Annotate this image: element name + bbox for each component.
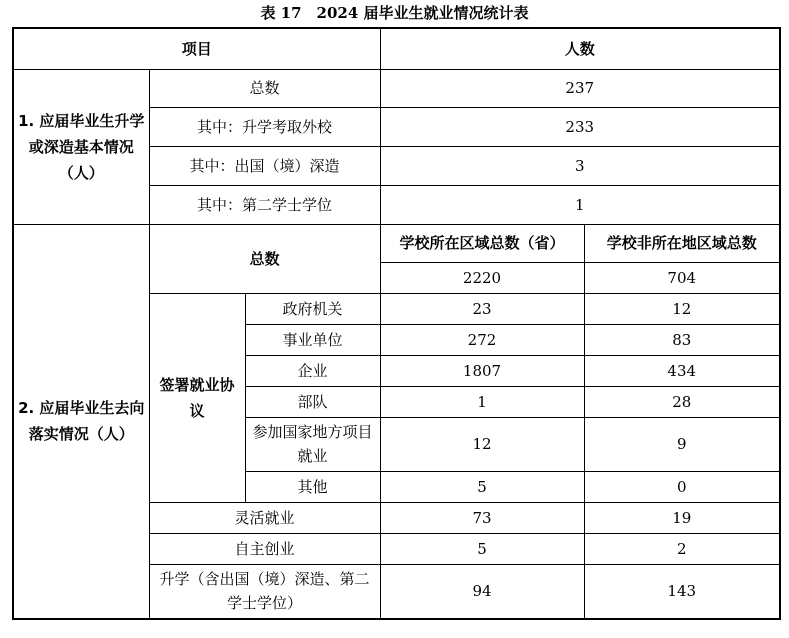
table-title: 表 17 2024 届毕业生就业情况统计表 — [260, 4, 529, 22]
row-local: 1 — [380, 386, 584, 417]
row-nonlocal: 12 — [584, 293, 780, 324]
row-nonlocal: 19 — [584, 502, 780, 533]
row-nonlocal: 0 — [584, 471, 780, 502]
row-label: 总数 — [149, 69, 380, 107]
row-local: 272 — [380, 324, 584, 355]
row-local: 23 — [380, 293, 584, 324]
header-count: 人数 — [380, 28, 780, 69]
row-label: 其中：第二学士学位 — [149, 185, 380, 224]
total-local: 2220 — [380, 262, 584, 293]
row-label: 政府机关 — [245, 293, 380, 324]
row-value: 237 — [380, 69, 780, 107]
row-label: 部队 — [245, 386, 380, 417]
row-local: 73 — [380, 502, 584, 533]
table-row — [13, 224, 780, 262]
row-label: 自主创业 — [149, 533, 380, 564]
row-local: 12 — [380, 417, 584, 471]
section2-total-label: 总数 — [149, 224, 380, 293]
row-label: 灵活就业 — [149, 502, 380, 533]
row-label: 其中：升学考取外校 — [149, 107, 380, 146]
row-value: 1 — [380, 185, 780, 224]
row-local: 94 — [380, 564, 584, 619]
section1-label: 1. 应届毕业生升学或深造基本情况（人） — [13, 69, 149, 224]
row-value: 3 — [380, 146, 780, 185]
row-nonlocal: 83 — [584, 324, 780, 355]
row-label: 其中：出国（境）深造 — [149, 146, 380, 185]
total-nonlocal: 704 — [584, 262, 780, 293]
row-nonlocal: 28 — [584, 386, 780, 417]
row-nonlocal: 9 — [584, 417, 780, 471]
row-nonlocal: 2 — [584, 533, 780, 564]
section2-label: 2. 应届毕业生去向落实情况（人） — [13, 224, 149, 619]
col-local-header: 学校所在区域总数（省） — [380, 224, 584, 262]
row-label: 其他 — [245, 471, 380, 502]
employment-stats-table — [12, 27, 781, 620]
table-row — [13, 69, 780, 107]
row-label: 升学（含出国（境）深造、第二学士学位） — [149, 564, 380, 619]
col-nonlocal-header: 学校非所在地区域总数 — [584, 224, 780, 262]
row-label: 企业 — [245, 355, 380, 386]
row-local: 1807 — [380, 355, 584, 386]
row-local: 5 — [380, 471, 584, 502]
row-label: 参加国家地方项目就业 — [245, 417, 380, 471]
signed-agreement-label: 签署就业协议 — [149, 293, 245, 502]
header-item: 项目 — [13, 28, 380, 69]
table-header-row — [13, 28, 780, 69]
row-label: 事业单位 — [245, 324, 380, 355]
row-value: 233 — [380, 107, 780, 146]
row-local: 5 — [380, 533, 584, 564]
row-nonlocal: 434 — [584, 355, 780, 386]
row-nonlocal: 143 — [584, 564, 780, 619]
